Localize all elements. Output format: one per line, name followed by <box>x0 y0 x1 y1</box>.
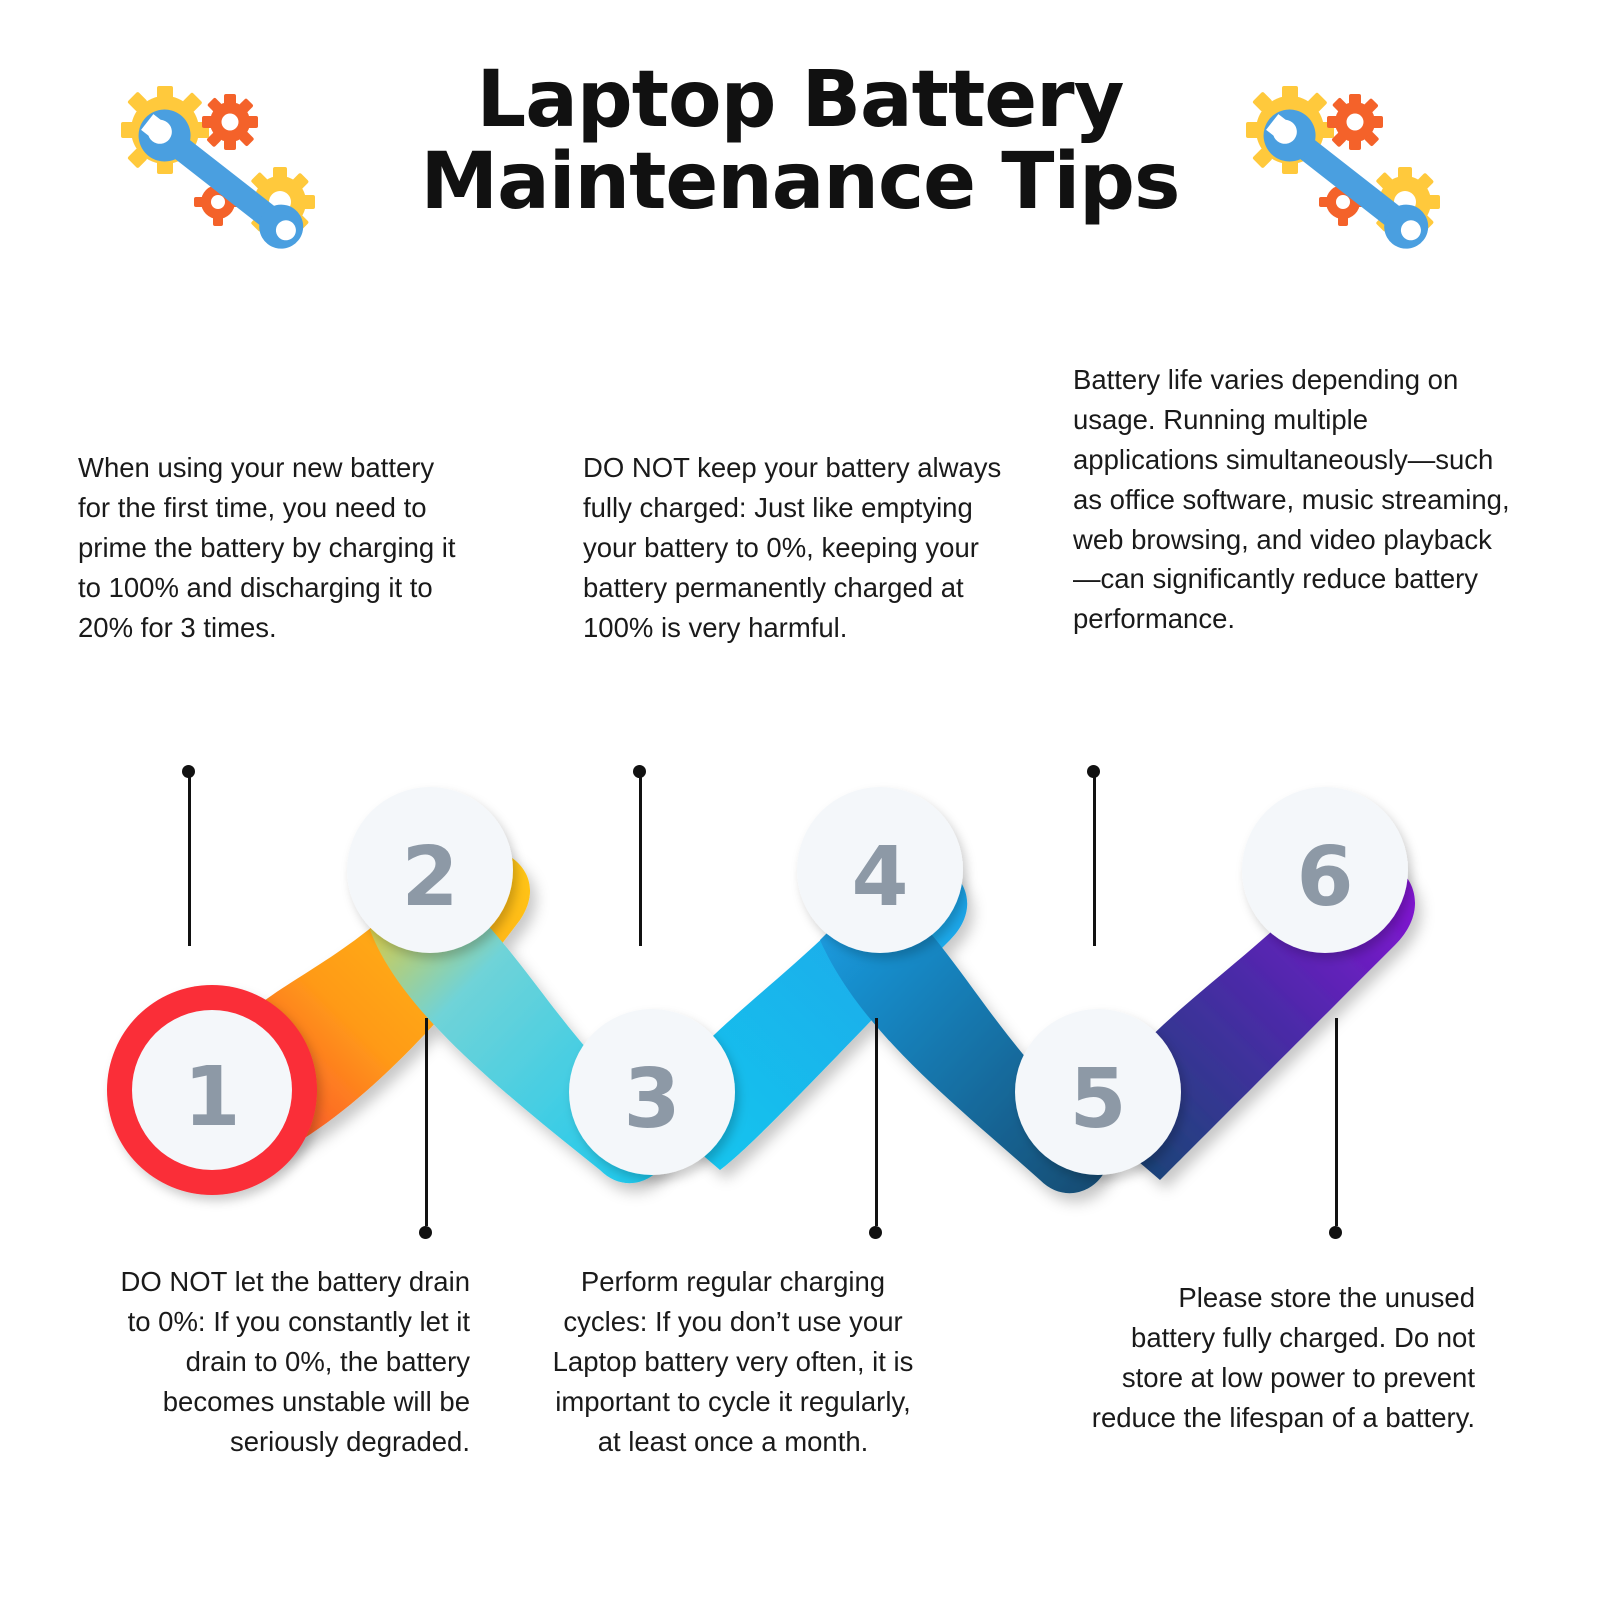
svg-text:2: 2 <box>401 830 459 925</box>
svg-text:5: 5 <box>1069 1052 1127 1147</box>
connector-line-6 <box>1093 771 1096 946</box>
process-chain-diagram <box>0 740 1600 1260</box>
svg-text:1: 1 <box>183 1050 241 1145</box>
step-6-description: Battery life varies depending on usage. Running multiple applications simultaneously—such as office software, music streaming, web browsing, and video playback—can significantly reduce battery performance. <box>1073 364 1510 635</box>
header <box>0 40 1600 270</box>
connector-line-1 <box>425 1018 428 1226</box>
connector-line-3 <box>875 1018 878 1226</box>
step-node-5 <box>1015 1009 1181 1175</box>
svg-text:3: 3 <box>623 1052 681 1147</box>
step-node-6 <box>1242 787 1408 953</box>
step-node-3 <box>569 1009 735 1175</box>
step-node-2 <box>347 787 513 953</box>
step-4-description: DO NOT keep your battery always fully charged: Just like emptying your battery to 0%, keeping your battery permanently charged at 100% is very harmful. <box>583 452 1002 643</box>
svg-text:6: 6 <box>1296 830 1354 925</box>
connector-line-4 <box>639 771 642 946</box>
step-5-description: Please store the unused battery fully charged. Do not store at low power to prevent reduce the lifespan of a battery. <box>1091 1282 1475 1433</box>
gears-and-wrench-icon-left <box>110 80 330 260</box>
svg-text:4: 4 <box>851 830 909 925</box>
connector-dot-5 <box>1329 1226 1342 1239</box>
connector-line-5 <box>1335 1018 1338 1226</box>
connector-dot-1 <box>419 1226 432 1239</box>
step-node-1 <box>107 985 317 1195</box>
step-3-description: Perform regular charging cycles: If you don’t use your Laptop battery very often, it is important to cycle it regularly, at least once a month. <box>552 1266 914 1457</box>
step-1-description: DO NOT let the battery drain to 0%: If you constantly let it drain to 0%, the battery becomes unstable will be seriously degraded. <box>120 1266 470 1457</box>
step-2-description: When using your new battery for the first time, you need to prime the battery by charging it to 100% and discharging it to 20% for 3 times. <box>78 452 456 643</box>
page-title: Laptop Battery Maintenance Tips <box>420 55 1180 227</box>
gears-and-wrench-icon-right <box>1235 80 1455 260</box>
connector-dot-3 <box>869 1226 882 1239</box>
connector-line-2 <box>188 771 191 946</box>
step-node-4 <box>797 787 963 953</box>
